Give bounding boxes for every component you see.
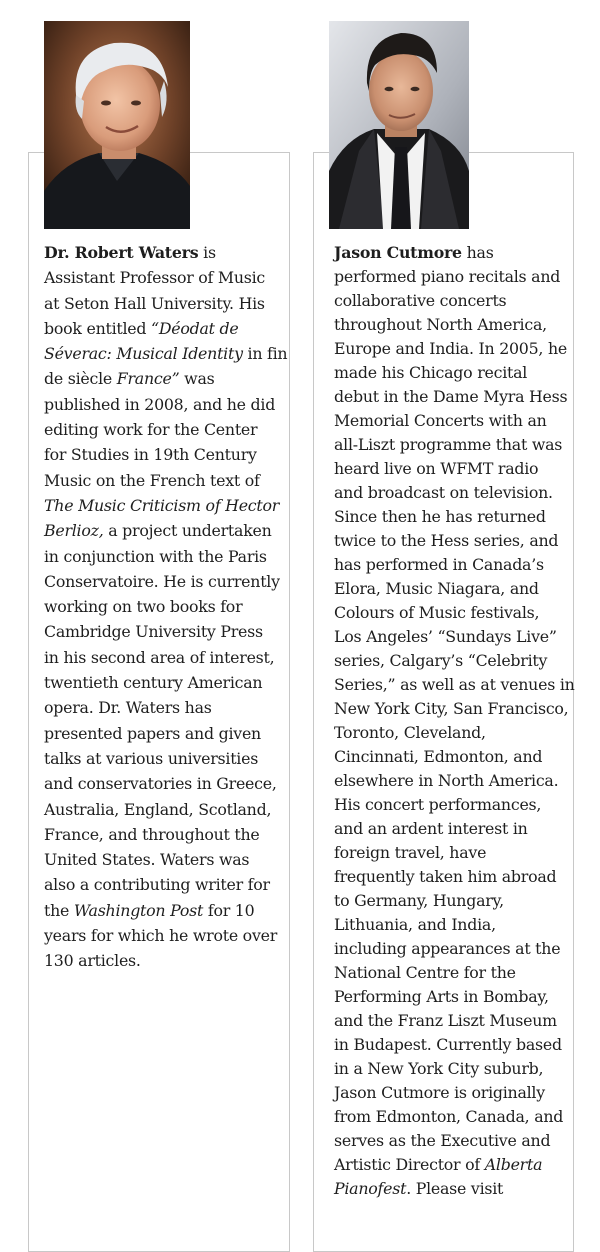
bio-line [44,695,279,720]
bio-text-run: in a New York City suburb, [334,1059,544,1078]
bio-text-run: and an ardent interest in [334,819,528,838]
bio-line [334,433,566,457]
bio-line [44,872,279,897]
bio-text-run: National Centre for the [334,963,516,982]
bio-text-run: Washington Post [73,900,204,920]
bio-line [334,625,566,649]
bio-line [334,385,566,409]
bio-line [334,985,566,1009]
bio-line [44,518,279,543]
bio-text-run: heard live on WFMT radio [334,459,539,478]
bio-text-run: published in 2008, and he did [44,394,276,414]
bio-text-run: Lithuania, and India, [334,915,496,934]
bio-line [44,923,279,948]
bio-text-run: Elora, Music Niagara, and [334,579,539,598]
bio-text-run: and broadcast on television. [334,483,553,502]
bio-text-run: Los Angeles’ “Sundays Live” [334,627,557,646]
bio-text-run: and conservatories in Greece, [44,774,277,794]
bio-text-run: has [461,243,494,262]
bio-line [334,961,566,985]
bio-text-run: for 10 [203,900,255,920]
bio-text-run: France” [116,369,180,389]
bio-text-run: Series,” as well as at venues in [334,675,575,694]
bio-line [44,594,279,619]
bio-line [44,847,279,872]
bio-line [44,316,279,341]
bio-text-run: serves as the Executive and [334,1131,551,1150]
bio-text-run: in fin [242,344,288,364]
bio-line [334,697,569,721]
bio-text-run: and the Franz Liszt Museum [334,1011,557,1030]
bio-line [334,769,566,793]
bio-line [334,1009,566,1033]
bio-line [334,601,566,625]
bio-line [44,544,279,569]
bio-line [44,366,279,391]
bio-text-run: from Edmonton, Canada, and [334,1107,564,1126]
bio-line [44,240,279,265]
bio-line [334,865,566,889]
bio-text-run: at Seton Hall University. His [44,293,265,313]
bio-text-run: “Déodat de [151,318,239,338]
bio-text-run: foreign travel, have [334,843,487,862]
bio-text-run: . Please visit [406,1179,504,1198]
bio-line [44,898,279,923]
bio-text-run: to Germany, Hungary, [334,891,504,910]
bio-text-run: talks at various universities [44,748,259,768]
bio-line [334,721,566,745]
bio-text-run: Colours of Music festivals, [334,603,540,622]
portrait-jason-cutmore [329,21,469,229]
bio-text-run: in Budapest. Currently based [334,1035,562,1054]
person-name: Jason Cutmore [334,243,462,262]
bio-line [334,649,566,673]
bio-line [334,313,566,337]
bio-line [44,619,279,644]
bio-line [44,341,288,366]
bio-text-run: years for which he wrote over [44,926,278,946]
bio-text-run: performed piano recitals and [334,267,561,286]
bio-text-run: for Studies in 19th Century [44,445,257,465]
bio-text-run: debut in the Dame Myra Hess [334,387,568,406]
bio-line [334,1057,566,1081]
bio-text-run: is [198,243,216,262]
bio-text-run: the [44,900,74,920]
bio-line [44,291,279,316]
bio-line [44,392,279,417]
bio-text-run: working on two books for [44,597,243,617]
bio-text-run: a project undertaken [103,521,272,541]
bio-text-run: Australia, England, Scotland, [44,799,272,819]
bio-text-run: collaborative concerts [334,291,507,310]
bio-line [334,409,566,433]
bio-line [44,721,279,746]
person-name: Dr. Robert Waters [44,243,199,262]
bio-line [44,493,279,518]
bio-text-run: His concert performances, [334,795,542,814]
bio-line [44,948,279,973]
bio-text-run: Memorial Concerts with an [334,411,547,430]
bio-line [44,822,279,847]
bio-line [334,1129,566,1153]
bio-line [44,771,279,796]
bio-line [334,1033,566,1057]
bio-text-run: Séverac: Musical Identity [44,344,243,364]
bio-text-run: elsewhere in North America. [334,771,559,790]
bio-text-run: made his Chicago recital [334,363,528,382]
bio-text-run: throughout North America, [334,315,547,334]
bio-line [334,913,566,937]
bio-line [44,746,279,771]
bio-text-run: United States. Waters was [44,850,250,870]
bio-line [334,505,566,529]
bio-text-run: twice to the Hess series, and [334,531,559,550]
bio-text-run: Since then he has returned [334,507,546,526]
bio-text-run: Artistic Director of [334,1155,485,1174]
bio-text-run: in conjunction with the Paris [44,546,267,566]
bio-line [334,889,566,913]
bio-line [44,670,279,695]
bio-text-run: book entitled [44,318,152,338]
bio-line [334,841,566,865]
bio-text-run: Cambridge University Press [44,622,263,642]
bio-line [334,241,566,265]
bio-line [334,457,566,481]
bio-line [334,1105,566,1129]
bio-text-run: also a contributing writer for [44,875,270,895]
bio-line [44,797,279,822]
bio-text-run: in his second area of interest, [44,647,275,667]
bio-line [334,1177,566,1201]
bio-line [334,1081,566,1105]
bio-text-run: presented papers and given [44,723,261,743]
bio-line [44,265,279,290]
bio-text-run: 130 articles. [44,951,141,971]
bio-line [334,673,575,697]
bio-text-run: has performed in Canada’s [334,555,544,574]
bio-text-run: opera. Dr. Waters has [44,698,212,718]
bio-line [334,265,566,289]
bio-line [44,569,279,594]
bio-line [334,529,566,553]
bio-line [44,645,279,670]
bio-text-run: Europe and India. In 2005, he [334,339,567,358]
bio-text-robert-waters [44,240,288,974]
bio-line [334,793,566,817]
bio-text-run: twentieth century American [44,673,263,693]
bio-text-run: Jason Cutmore is originally [334,1083,545,1102]
bio-text-run: Assistant Professor of Music [44,268,266,288]
bio-line [334,553,566,577]
bio-line [334,289,566,313]
bio-text-run: series, Calgary’s “Celebrity [334,651,548,670]
bio-line [334,337,566,361]
bio-text-run: New York City, San Francisco, [334,699,569,718]
bio-text-run: Toronto, Cleveland, [334,723,486,742]
bio-text-run: Cincinnati, Edmonton, and [334,747,543,766]
bio-text-run: de siècle [44,369,117,389]
bio-text-run: Alberta [484,1155,543,1174]
bio-line [334,361,566,385]
bio-line [334,481,566,505]
bio-text-run: Music on the French text of [44,470,260,490]
bio-line [44,417,279,442]
bio-text-run: France, and throughout the [44,824,260,844]
bio-text-run: all-Liszt programme that was [334,435,563,454]
bio-line [334,937,566,961]
bio-line [334,817,566,841]
bio-line [334,745,566,769]
bio-line [334,577,566,601]
bio-text-run: editing work for the Center [44,420,258,440]
bio-line [334,1153,566,1177]
bio-text-run: frequently taken him abroad [334,867,557,886]
bio-line [44,468,279,493]
bio-text-run: including appearances at the [334,939,561,958]
portrait-robert-waters [44,21,190,229]
bio-text-run: The Music Criticism of Hector [44,495,280,515]
bio-text-run: Performing Arts in Bombay, [334,987,549,1006]
bio-text-run: Conservatoire. He is currently [44,571,280,591]
bio-text-run: Berlioz, [44,521,104,541]
bio-text-run: Pianofest [334,1179,407,1198]
bio-text-run: was [179,369,215,389]
bio-text-jason-cutmore [334,241,575,1201]
bio-line [44,442,279,467]
